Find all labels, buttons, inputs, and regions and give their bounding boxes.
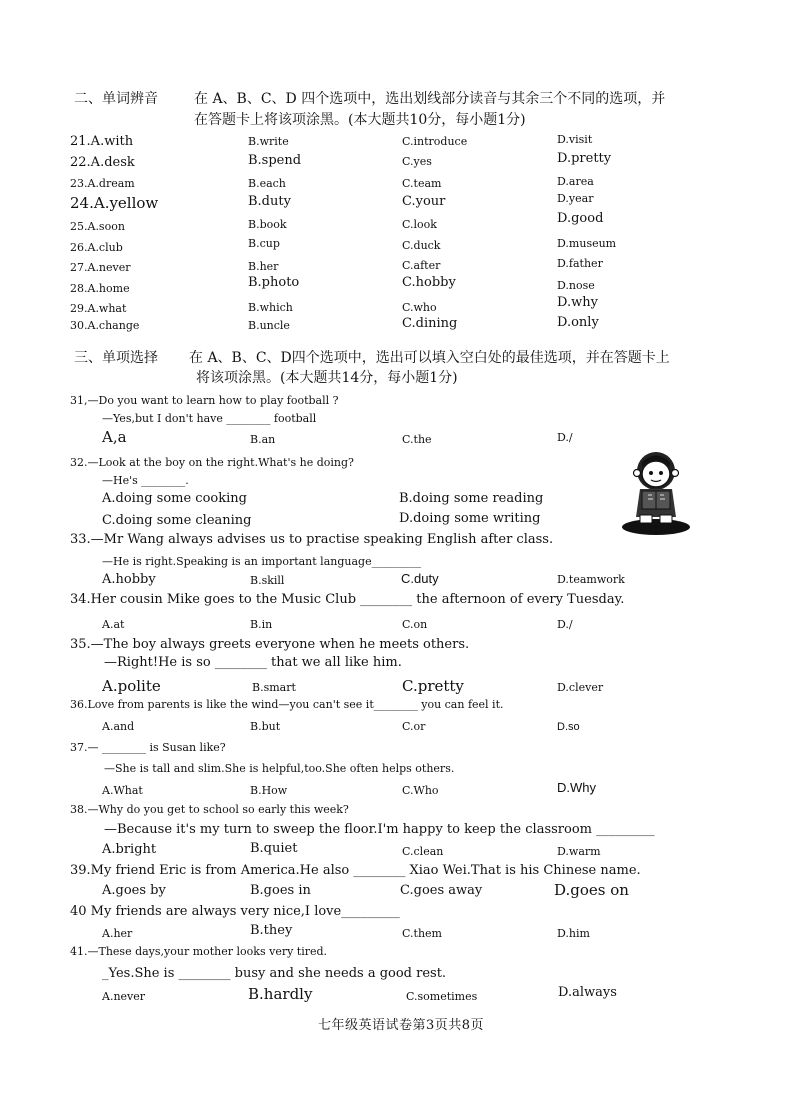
q32-reply: —He's ________. bbox=[102, 474, 189, 487]
q37-option-d: D.Why bbox=[557, 780, 596, 795]
q37-stem: 37.— ________ is Susan like? bbox=[70, 741, 226, 754]
q33-option-b: B.skill bbox=[250, 574, 285, 587]
option-28b: B.photo bbox=[248, 275, 300, 290]
q36-stem: 36.Love from parents is like the wind—you can't see it________ you can feel it. bbox=[70, 698, 504, 711]
option-21d: D.visit bbox=[557, 133, 593, 146]
q32-option-a: A.doing some cooking bbox=[102, 491, 247, 506]
option-25d: D.good bbox=[557, 211, 604, 226]
q34-option-b: B.in bbox=[250, 618, 273, 631]
q34-option-a: A.at bbox=[102, 618, 125, 631]
q31-reply: —Yes,but I don't have ________ football bbox=[102, 412, 317, 425]
section2-instruction-2: 在答题卡上将该项涂黑。(本大题共10分，每小题1分) bbox=[194, 112, 526, 128]
q37-option-b: B.How bbox=[250, 784, 288, 797]
option-26a: 26.A.club bbox=[70, 241, 123, 254]
option-23d: D.area bbox=[557, 175, 594, 188]
q36-option-b: B.but bbox=[250, 720, 281, 733]
option-28c: C.hobby bbox=[402, 275, 456, 290]
q33-reply: —He is right.Speaking is an important language_________ bbox=[102, 555, 422, 568]
q38-option-a: A.bright bbox=[102, 842, 157, 857]
q39-option-c: C.goes away bbox=[400, 883, 483, 898]
q39-option-d: D.goes on bbox=[554, 881, 629, 899]
option-30c: C.dining bbox=[402, 316, 458, 331]
q39-option-b: B.goes in bbox=[250, 883, 311, 898]
option-28d: D.nose bbox=[557, 279, 595, 292]
q36-option-c: C.or bbox=[402, 720, 426, 733]
q37-option-a: A.What bbox=[102, 784, 143, 797]
option-26c: C.duck bbox=[402, 239, 441, 252]
q38-option-b: B.quiet bbox=[250, 841, 298, 856]
q40-stem: 40 My friends are always very nice,I love_________ bbox=[70, 904, 400, 919]
q38-option-d: D.warm bbox=[557, 845, 601, 858]
option-24a: 24.A.yellow bbox=[70, 194, 159, 212]
option-28a: 28.A.home bbox=[70, 282, 130, 295]
option-24b: B.duty bbox=[248, 194, 291, 209]
option-29c: C.who bbox=[402, 301, 437, 314]
q41-option-a: A.never bbox=[102, 990, 146, 1003]
section2-title: 二、单词辨音 bbox=[74, 91, 158, 107]
q40-option-a: A.her bbox=[102, 927, 133, 940]
section3-title: 三、单项选择 bbox=[74, 350, 158, 366]
option-27b: B.her bbox=[248, 260, 279, 273]
q35-option-b: B.smart bbox=[252, 681, 296, 694]
q41-stem: 41.—These days,your mother looks very tired. bbox=[70, 945, 328, 958]
option-25c: C.look bbox=[402, 218, 437, 231]
option-29b: B.which bbox=[248, 301, 293, 314]
option-27c: C.after bbox=[402, 259, 441, 272]
q33-option-a: A.hobby bbox=[102, 572, 156, 587]
option-29a: 29.A.what bbox=[70, 302, 127, 315]
q40-option-d: D.him bbox=[557, 927, 590, 940]
option-26d: D.museum bbox=[557, 237, 617, 250]
q32-option-d: D.doing some writing bbox=[399, 511, 541, 526]
section2-instruction-1: 在 A、B、C、D 四个选项中，选出划线部分读音与其余三个不同的选项，并 bbox=[194, 91, 666, 107]
q32-stem: 32.—Look at the boy on the right.What's he doing? bbox=[70, 456, 354, 469]
option-23b: B.each bbox=[248, 177, 286, 190]
option-30d: D.only bbox=[557, 315, 599, 330]
option-21b: B.write bbox=[248, 135, 289, 148]
option-25b: B.book bbox=[248, 218, 287, 231]
option-22a: 22.A.desk bbox=[70, 155, 135, 170]
q34-option-d: D./ bbox=[557, 618, 573, 631]
q32-option-c: C.doing some cleaning bbox=[102, 513, 252, 528]
q39-option-a: A.goes by bbox=[102, 883, 166, 898]
option-24d: D.year bbox=[557, 192, 594, 205]
q35-stem: 35.—The boy always greets everyone when he meets others. bbox=[70, 637, 470, 652]
q36-option-a: A.and bbox=[102, 720, 135, 733]
q31-stem: 31,—Do you want to learn how to play football ? bbox=[70, 394, 339, 407]
option-25a: 25.A.soon bbox=[70, 220, 125, 233]
q35-option-d: D.clever bbox=[557, 681, 604, 694]
q31-option-c: C.the bbox=[402, 433, 432, 446]
section3-instruction-2: 将该项涂黑。(本大题共14分，每小题1分) bbox=[196, 370, 458, 386]
q41-option-b: B.hardly bbox=[248, 985, 313, 1003]
option-22d: D.pretty bbox=[557, 151, 612, 166]
q32-option-b: B.doing some reading bbox=[399, 491, 544, 506]
option-23a: 23.A.dream bbox=[70, 177, 135, 190]
q33-stem: 33.—Mr Wang always advises us to practise speaking English after class. bbox=[70, 532, 554, 547]
option-29d: D.why bbox=[557, 295, 598, 310]
q36-option-d: D.so bbox=[557, 721, 580, 733]
q38-stem: 38.—Why do you get to school so early this week? bbox=[70, 803, 349, 816]
option-24c: C.your bbox=[402, 194, 446, 209]
q33-option-c: C.duty bbox=[401, 571, 439, 586]
q35-option-a: A.polite bbox=[102, 677, 161, 695]
q40-option-c: C.them bbox=[402, 927, 442, 940]
q37-reply: —She is tall and slim.She is helpful,too.She often helps others. bbox=[104, 762, 455, 775]
page-footer: 七年级英语试卷第3页共8页 bbox=[318, 1018, 485, 1033]
option-21a: 21.A.with bbox=[70, 134, 134, 149]
option-27a: 27.A.never bbox=[70, 261, 131, 274]
q31-option-d: D./ bbox=[557, 431, 573, 444]
q41-option-c: C.sometimes bbox=[406, 990, 478, 1003]
q41-option-d: D.always bbox=[558, 985, 617, 1000]
option-30a: 30.A.change bbox=[70, 319, 140, 332]
q31-option-a: A,a bbox=[102, 428, 127, 446]
option-22c: C.yes bbox=[402, 155, 432, 168]
option-21c: C.introduce bbox=[402, 135, 468, 148]
option-30b: B.uncle bbox=[248, 319, 290, 332]
option-27d: D.father bbox=[557, 257, 603, 270]
option-22b: B.spend bbox=[248, 153, 302, 168]
boy-reading-illustration bbox=[618, 445, 700, 537]
q37-option-c: C.Who bbox=[402, 784, 439, 797]
q31-option-b: B.an bbox=[250, 433, 276, 446]
option-26b: B.cup bbox=[248, 237, 280, 250]
q38-reply: —Because it's my turn to sweep the floor.I'm happy to keep the classroom _________ bbox=[104, 822, 655, 837]
option-23c: C.team bbox=[402, 177, 442, 190]
q39-stem: 39.My friend Eric is from America.He also ________ Xiao Wei.That is his Chinese name. bbox=[70, 863, 641, 878]
q35-reply: —Right!He is so ________ that we all like him. bbox=[104, 655, 402, 670]
q38-option-c: C.clean bbox=[402, 845, 444, 858]
q40-option-b: B.they bbox=[250, 923, 293, 938]
q34-stem: 34.Her cousin Mike goes to the Music Club ________ the afternoon of every Tuesday. bbox=[70, 592, 625, 607]
section3-instruction-1: 在 A、B、C、D四个选项中，选出可以填入空白处的最佳选项，并在答题卡上 bbox=[189, 350, 670, 366]
q34-option-c: C.on bbox=[402, 618, 428, 631]
q33-option-d: D.teamwork bbox=[557, 573, 625, 586]
q35-option-c: C.pretty bbox=[402, 677, 464, 695]
q41-reply: _Yes.She is ________ busy and she needs a good rest. bbox=[102, 966, 447, 981]
